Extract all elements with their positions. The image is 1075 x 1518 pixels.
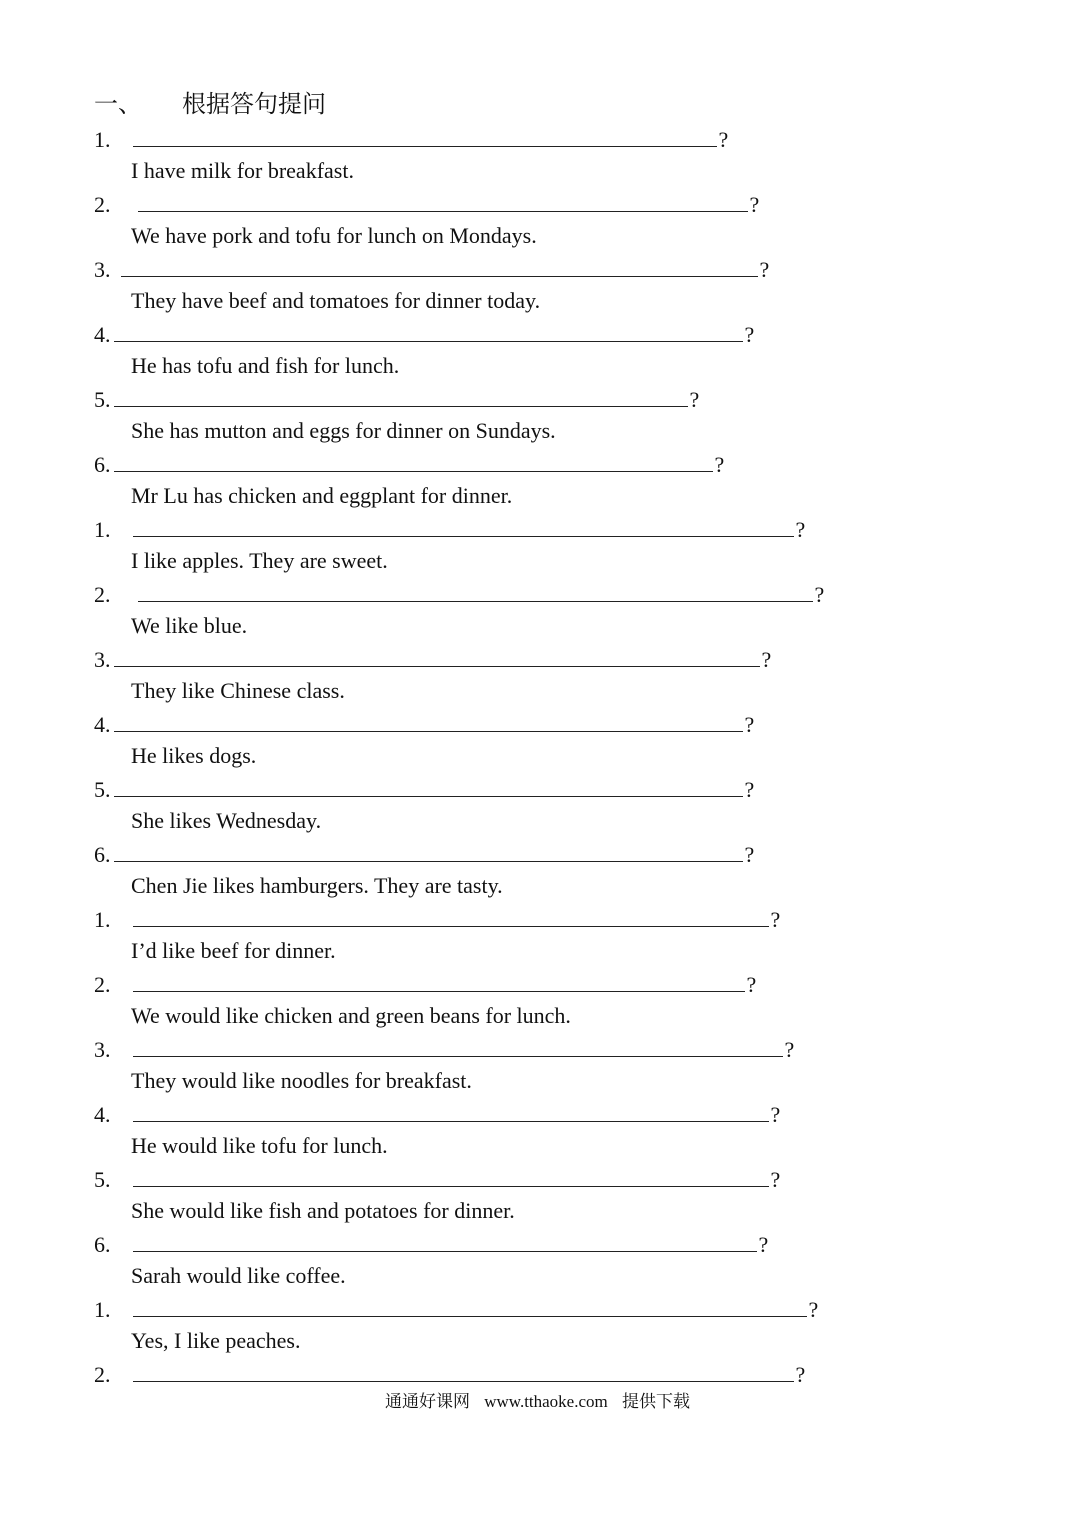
question-mark: ? <box>718 127 729 152</box>
question-line <box>94 126 728 154</box>
question-mark: ? <box>814 582 825 607</box>
question-number: 4. <box>94 712 111 737</box>
question-line <box>94 191 759 219</box>
answer-blank[interactable] <box>133 1166 769 1187</box>
question-line <box>94 906 780 934</box>
question-number: 3. <box>94 257 111 282</box>
answer-blank[interactable] <box>133 1036 783 1057</box>
answer-sentence: We would like chicken and green beans for lunch. <box>131 1003 571 1028</box>
answer-sentence: Chen Jie likes hamburgers. They are tasty. <box>131 873 503 898</box>
section-number: 一、 <box>94 92 142 118</box>
question-line <box>94 1296 818 1324</box>
answer-sentence: They would like noodles for breakfast. <box>131 1068 472 1093</box>
answer-blank[interactable] <box>133 126 717 147</box>
question-mark: ? <box>770 1167 781 1192</box>
question-number: 2. <box>94 1362 111 1387</box>
question-mark: ? <box>759 257 770 282</box>
question-mark: ? <box>795 1362 806 1387</box>
answer-blank[interactable] <box>114 776 743 797</box>
question-mark: ? <box>744 322 755 347</box>
question-line <box>94 1231 768 1259</box>
question-number: 6. <box>94 842 111 867</box>
answer-sentence: He likes dogs. <box>131 743 257 768</box>
answer-blank[interactable] <box>133 1296 807 1317</box>
question-line <box>94 1361 805 1389</box>
section-heading <box>94 90 326 120</box>
answer-blank[interactable] <box>114 841 743 862</box>
answer-sentence: He has tofu and fish for lunch. <box>131 353 400 378</box>
question-line <box>94 1101 780 1129</box>
question-number: 1. <box>94 517 111 542</box>
question-line <box>94 841 754 869</box>
question-mark: ? <box>714 452 725 477</box>
question-mark: ? <box>770 907 781 932</box>
question-mark: ? <box>795 517 806 542</box>
question-mark: ? <box>770 1102 781 1127</box>
question-number: 1. <box>94 907 111 932</box>
answer-sentence: They like Chinese class. <box>131 678 345 703</box>
answer-blank[interactable] <box>133 1231 757 1252</box>
answer-sentence: I’d like beef for dinner. <box>131 938 336 963</box>
answer-blank[interactable] <box>133 906 769 927</box>
answer-sentence: Mr Lu has chicken and eggplant for dinner. <box>131 483 513 508</box>
question-number: 3. <box>94 1037 111 1062</box>
answer-sentence: She would like fish and potatoes for dinner. <box>131 1198 515 1223</box>
question-number: 5. <box>94 777 111 802</box>
answer-blank[interactable] <box>121 256 758 277</box>
question-number: 4. <box>94 322 111 347</box>
question-mark: ? <box>744 842 755 867</box>
answer-sentence: I like apples. They are sweet. <box>131 548 388 573</box>
question-line <box>94 256 769 284</box>
question-line <box>94 971 756 999</box>
question-number: 5. <box>94 1167 111 1192</box>
answer-sentence: We have pork and tofu for lunch on Mondays. <box>131 223 537 248</box>
answer-sentence: We like blue. <box>131 613 248 638</box>
answer-blank[interactable] <box>138 191 748 212</box>
question-mark: ? <box>744 777 755 802</box>
question-mark: ? <box>746 972 757 997</box>
question-number: 6. <box>94 452 111 477</box>
answer-sentence: I have milk for breakfast. <box>131 158 354 183</box>
answer-blank[interactable] <box>133 971 745 992</box>
answer-sentence: They have beef and tomatoes for dinner today. <box>131 288 541 313</box>
question-mark: ? <box>758 1232 769 1257</box>
answer-sentence: He would like tofu for lunch. <box>131 1133 388 1158</box>
question-mark: ? <box>749 192 760 217</box>
answer-blank[interactable] <box>114 711 743 732</box>
answer-sentence: Sarah would like coffee. <box>131 1263 346 1288</box>
question-mark: ? <box>761 647 772 672</box>
question-line <box>94 776 754 804</box>
question-line <box>94 581 824 609</box>
answer-sentence: She has mutton and eggs for dinner on Sundays. <box>131 418 556 443</box>
answer-blank[interactable] <box>114 321 743 342</box>
section-title: 根据答句提问 <box>182 92 326 118</box>
answer-sentence: She likes Wednesday. <box>131 808 322 833</box>
question-line <box>94 1166 780 1194</box>
question-line <box>94 451 724 479</box>
question-number: 4. <box>94 1102 111 1127</box>
question-number: 2. <box>94 582 111 607</box>
question-number: 2. <box>94 192 111 217</box>
question-number: 1. <box>94 127 111 152</box>
answer-sentence: Yes, I like peaches. <box>131 1328 301 1353</box>
question-mark: ? <box>784 1037 795 1062</box>
answer-blank[interactable] <box>114 451 713 472</box>
question-line <box>94 1036 794 1064</box>
question-number: 5. <box>94 387 111 412</box>
question-line <box>94 321 754 349</box>
page-footer <box>0 1390 1075 1414</box>
question-mark: ? <box>808 1297 819 1322</box>
answer-blank[interactable] <box>133 1361 794 1382</box>
question-line <box>94 646 771 674</box>
question-mark: ? <box>744 712 755 737</box>
question-line <box>94 386 699 414</box>
answer-blank[interactable] <box>133 1101 769 1122</box>
answer-blank[interactable] <box>114 646 760 667</box>
footer-site-name: 通通好课网 <box>384 1392 470 1411</box>
answer-blank[interactable] <box>138 581 813 602</box>
footer-note: 提供下载 <box>622 1392 691 1411</box>
question-number: 2. <box>94 972 111 997</box>
question-number: 1. <box>94 1297 111 1322</box>
question-mark: ? <box>689 387 700 412</box>
footer-url: www.tthaoke.com <box>484 1392 608 1411</box>
question-number: 6. <box>94 1232 111 1257</box>
answer-blank[interactable] <box>114 386 688 407</box>
question-line <box>94 711 754 739</box>
question-number: 3. <box>94 647 111 672</box>
question-line <box>94 516 805 544</box>
answer-blank[interactable] <box>133 516 794 537</box>
